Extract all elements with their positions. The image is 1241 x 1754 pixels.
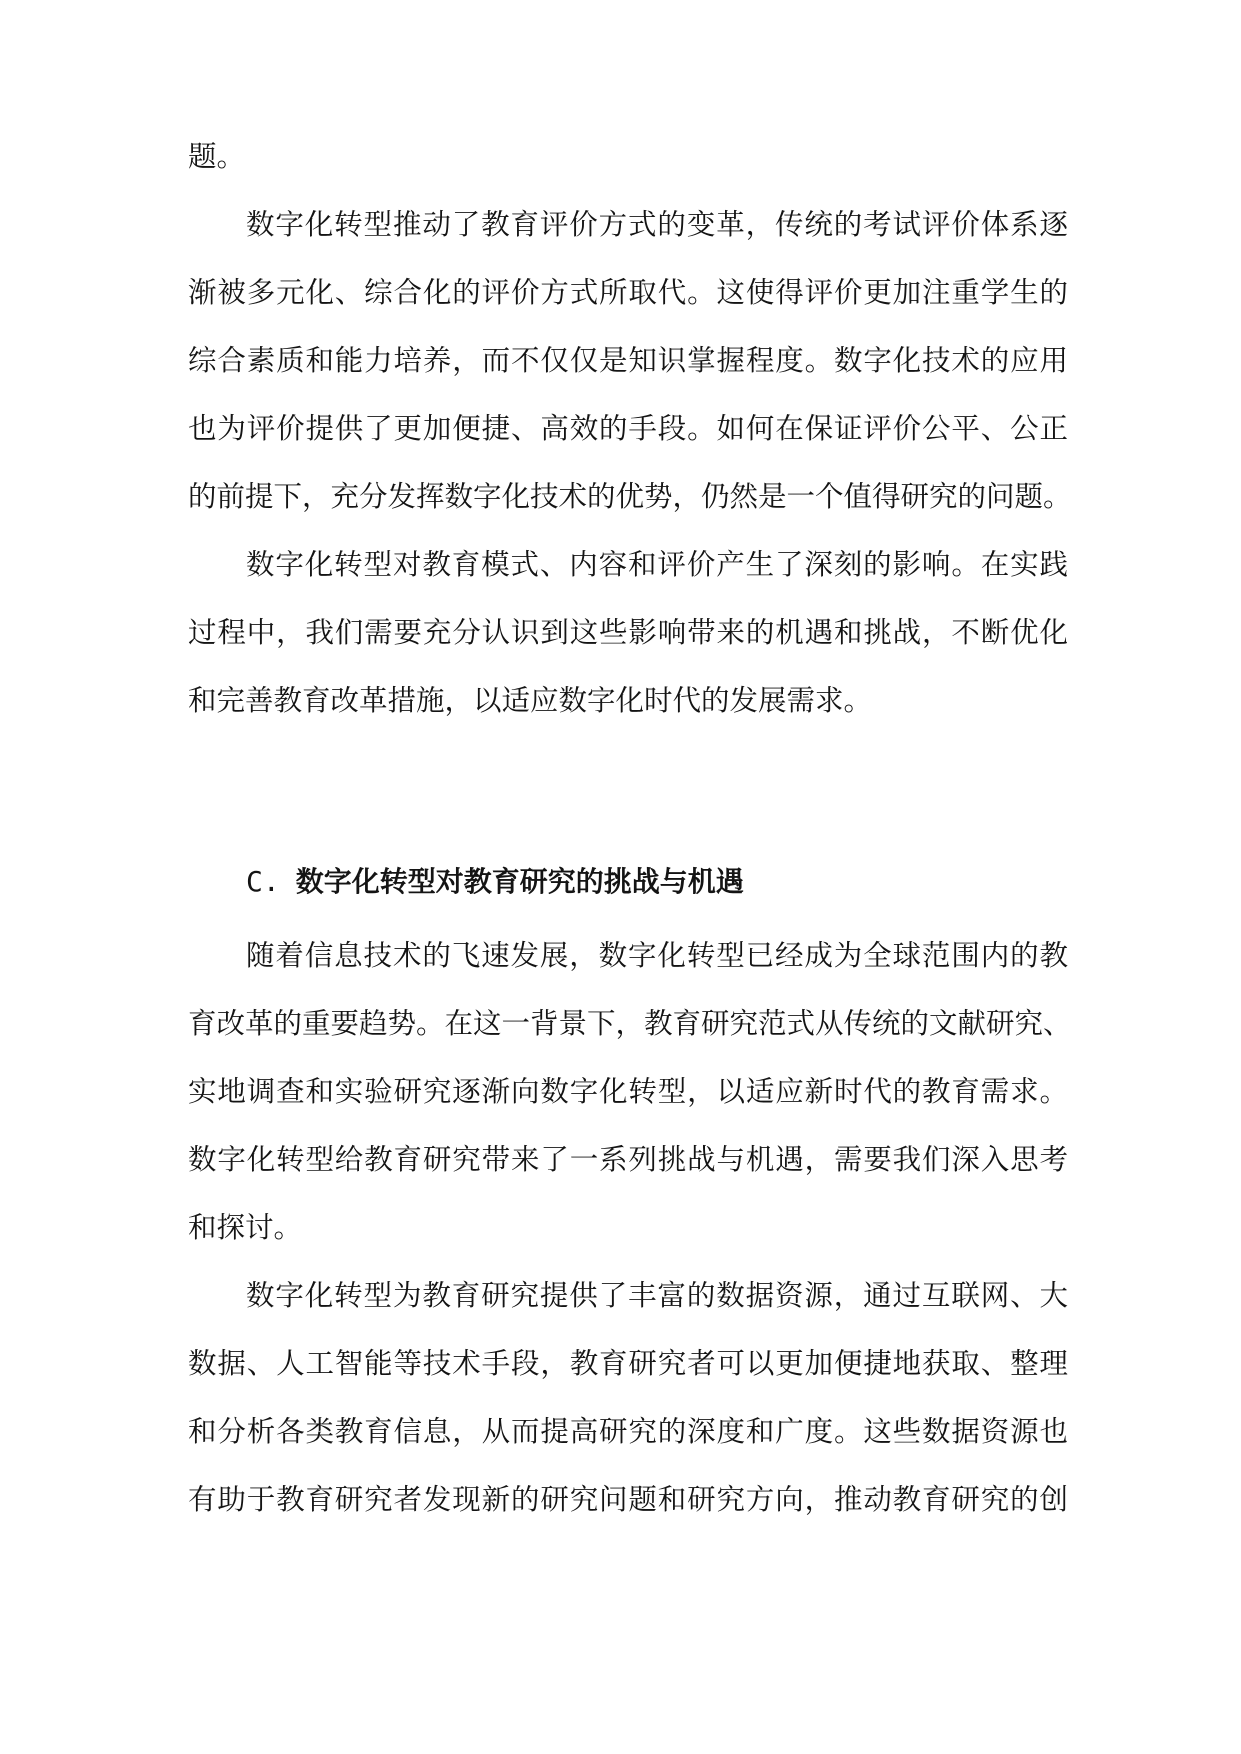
section-title: 数字化转型对教育研究的挑战与机遇 xyxy=(295,865,744,898)
paragraph-line: 育改革的重要趋势。在这一背景下，教育研究范式从传统的文献研究、 xyxy=(188,1007,1072,1040)
paragraph-line: 综合素质和能力培养，而不仅仅是知识掌握程度。数字化技术的应用 xyxy=(188,344,1068,377)
paragraph-line: 有助于教育研究者发现新的研究问题和研究方向，推动教育研究的创 xyxy=(188,1483,1068,1516)
paragraph-line: 实地调查和实验研究逐渐向数字化转型，以适应新时代的教育需求。 xyxy=(188,1075,1068,1108)
paragraph-line: 和完善教育改革措施，以适应数字化时代的发展需求。 xyxy=(188,684,873,717)
paragraph-line: 数字化转型对教育模式、内容和评价产生了深刻的影响。在实践 xyxy=(246,548,1068,581)
section-number: C. xyxy=(246,865,280,898)
paragraph-line: 渐被多元化、综合化的评价方式所取代。这使得评价更加注重学生的 xyxy=(188,276,1068,309)
paragraph-line: 数据、人工智能等技术手段，教育研究者可以更加便捷地获取、整理 xyxy=(188,1347,1068,1380)
paragraph-line: 数字化转型为教育研究提供了丰富的数据资源，通过互联网、大 xyxy=(246,1279,1068,1312)
paragraph-line: 数字化转型给教育研究带来了一系列挑战与机遇，需要我们深入思考 xyxy=(188,1143,1068,1176)
paragraph-line: 也为评价提供了更加便捷、高效的手段。如何在保证评价公平、公正 xyxy=(188,412,1068,445)
paragraph-line: 过程中，我们需要充分认识到这些影响带来的机遇和挑战，不断优化 xyxy=(188,616,1068,649)
continuation-line: 题。 xyxy=(188,140,246,173)
paragraph-line: 随着信息技术的飞速发展，数字化转型已经成为全球范围内的教 xyxy=(246,939,1068,972)
section-heading xyxy=(246,862,744,902)
paragraph-line: 的前提下，充分发挥数字化技术的优势，仍然是一个值得研究的问题。 xyxy=(188,480,1072,513)
paragraph-line: 和分析各类教育信息，从而提高研究的深度和广度。这些数据资源也 xyxy=(188,1415,1068,1448)
paragraph-line: 数字化转型推动了教育评价方式的变革，传统的考试评价体系逐 xyxy=(246,208,1068,241)
paragraph-line: 和探讨。 xyxy=(188,1211,303,1244)
